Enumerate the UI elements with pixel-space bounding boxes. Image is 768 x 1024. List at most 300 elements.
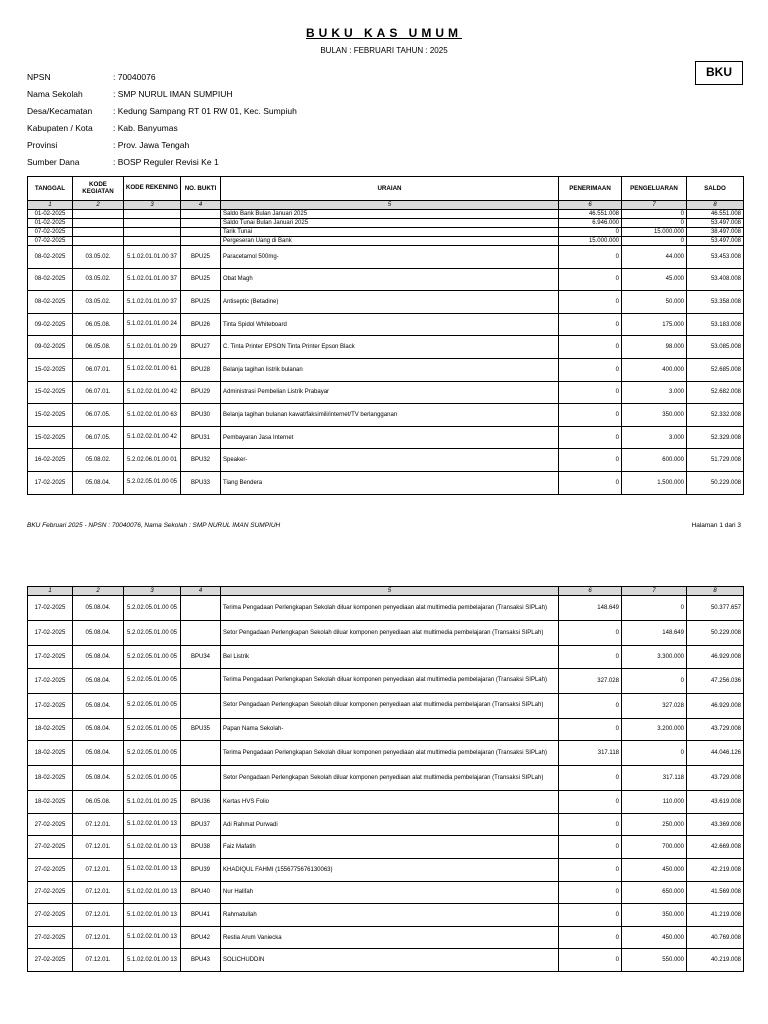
cell-kode-kegiatan: 07.12.01. — [73, 926, 124, 949]
table-row — [28, 718, 744, 741]
cell-kode-kegiatan: 06.07.05. — [73, 426, 124, 449]
cell-uraian: Tiang Bendera — [221, 471, 559, 494]
table-row — [28, 358, 744, 381]
cell-uraian: C. Tinta Printer EPSON Tinta Printer Epson Black — [221, 336, 559, 359]
cell-pengeluaran: 0 — [622, 741, 687, 766]
col-number: 1 — [28, 587, 73, 596]
cell-kode-kegiatan: 05.08.02. — [73, 449, 124, 472]
cell-uraian: Setor Pengadaan Perlengkapan Sekolah diluar komponen penyediaan alat multimedia pembelajaran (Transaksi SIPLah) — [221, 693, 559, 718]
cell-kode-rekening: 5.1.02.02.01.00 42 — [124, 381, 181, 404]
cell-tanggal: 07-02-2025 — [28, 228, 73, 237]
cell-no-bukti — [181, 668, 221, 693]
cell-kode-rekening: 5.1.02.02.01.00 61 — [124, 358, 181, 381]
cash-ledger-table-page-2 — [27, 586, 744, 972]
column-number-row — [28, 201, 744, 210]
table-row — [28, 381, 744, 404]
col-number: 5 — [221, 201, 559, 210]
cell-pengeluaran: 44.000 — [622, 246, 687, 269]
cell-saldo: 51.729.008 — [687, 449, 744, 472]
cell-penerimaan: 0 — [559, 904, 622, 927]
table-row — [28, 471, 744, 494]
table-row — [28, 246, 744, 269]
col-number: 6 — [559, 587, 622, 596]
bku-badge: BKU — [695, 61, 743, 85]
cell-uraian: Antiseptic (Betadine) — [221, 291, 559, 314]
col-number: 7 — [622, 587, 687, 596]
cell-kode-kegiatan: 06.05.08. — [73, 313, 124, 336]
cell-kode-rekening: 5.1.02.02.01.00 13 — [124, 949, 181, 972]
cell-no-bukti — [181, 693, 221, 718]
info-label: Provinsi — [27, 139, 58, 150]
cell-tanggal: 18-02-2025 — [28, 741, 73, 766]
cell-tanggal: 18-02-2025 — [28, 791, 73, 814]
cell-kode-rekening: 5.2.02.06.01.00 01 — [124, 449, 181, 472]
cell-pengeluaran: 250.000 — [622, 813, 687, 836]
cell-penerimaan: 0 — [559, 268, 622, 291]
cell-kode-rekening: 5.1.02.01.01.00 29 — [124, 336, 181, 359]
cell-tanggal: 07-02-2025 — [28, 237, 73, 246]
cell-uraian: Speaker- — [221, 449, 559, 472]
cell-kode-rekening: 5.2.02.05.01.00 05 — [124, 718, 181, 741]
cell-no-bukti: BPU39 — [181, 858, 221, 881]
info-value: : Kab. Banyumas — [113, 122, 178, 133]
table-row — [28, 791, 744, 814]
cell-penerimaan: 0 — [559, 404, 622, 427]
cell-kode-rekening: 5.2.02.05.01.00 05 — [124, 471, 181, 494]
cell-penerimaan: 0 — [559, 881, 622, 904]
column-number-row — [28, 587, 744, 596]
table-row — [28, 404, 744, 427]
page-number: Halaman 1 dari 3 — [691, 522, 741, 529]
cell-no-bukti: BPU36 — [181, 791, 221, 814]
table-row — [28, 836, 744, 859]
cell-no-bukti — [181, 210, 221, 219]
info-row — [27, 102, 297, 119]
table-row — [28, 621, 744, 646]
cell-kode-rekening: 5.1.02.01.01.00 37 — [124, 268, 181, 291]
table-row — [28, 693, 744, 718]
cell-penerimaan: 15.000.000 — [559, 237, 622, 246]
cell-penerimaan: 6.946.000 — [559, 219, 622, 228]
cell-kode-kegiatan: 07.12.01. — [73, 858, 124, 881]
table-row — [28, 766, 744, 791]
cell-kode-kegiatan — [73, 228, 124, 237]
cell-penerimaan: 0 — [559, 246, 622, 269]
cell-saldo: 40.219.008 — [687, 949, 744, 972]
table-row — [28, 268, 744, 291]
document-subtitle: BULAN : FEBRUARI TAHUN : 2025 — [320, 46, 448, 55]
cell-no-bukti: BPU37 — [181, 813, 221, 836]
cell-no-bukti — [181, 621, 221, 646]
table-row — [28, 426, 744, 449]
col-number: 5 — [221, 587, 559, 596]
cell-no-bukti: BPU25 — [181, 268, 221, 291]
cell-penerimaan: 317.118 — [559, 741, 622, 766]
cell-penerimaan: 0 — [559, 228, 622, 237]
cell-tanggal: 09-02-2025 — [28, 336, 73, 359]
cell-uraian: Setor Pengadaan Perlengkapan Sekolah diluar komponen penyediaan alat multimedia pembelajaran (Transaksi SIPLah) — [221, 766, 559, 791]
cell-uraian: Saldo Bank Bulan Januari 2025 — [221, 210, 559, 219]
cell-saldo: 52.329.008 — [687, 426, 744, 449]
cell-kode-kegiatan: 06.07.05. — [73, 404, 124, 427]
cell-saldo: 43.619.008 — [687, 791, 744, 814]
cell-no-bukti: BPU29 — [181, 381, 221, 404]
page-footer-info: BKU Februari 2025 - NPSN : 70040076, Nama Sekolah : SMP NURUL IMAN SUMPIUH — [27, 522, 281, 529]
cell-saldo: 53.408.008 — [687, 268, 744, 291]
cell-no-bukti: BPU43 — [181, 949, 221, 972]
cell-kode-rekening: 5.1.02.02.01.00 42 — [124, 426, 181, 449]
cell-no-bukti: BPU32 — [181, 449, 221, 472]
cell-penerimaan: 0 — [559, 336, 622, 359]
cell-saldo: 53.497.008 — [687, 219, 744, 228]
cell-uraian: Kertas HVS Folio — [221, 791, 559, 814]
cell-kode-kegiatan: 05.08.04. — [73, 471, 124, 494]
cell-tanggal: 27-02-2025 — [28, 904, 73, 927]
page-gap — [0, 560, 768, 584]
cell-no-bukti: BPU40 — [181, 881, 221, 904]
cell-tanggal: 17-02-2025 — [28, 668, 73, 693]
cell-pengeluaran: 650.000 — [622, 881, 687, 904]
cell-saldo: 52.332.008 — [687, 404, 744, 427]
cell-no-bukti: BPU28 — [181, 358, 221, 381]
cell-saldo: 43.369.008 — [687, 813, 744, 836]
cell-tanggal: 15-02-2025 — [28, 381, 73, 404]
table-row — [28, 596, 744, 621]
cell-pengeluaran: 350.000 — [622, 904, 687, 927]
cell-penerimaan: 0 — [559, 291, 622, 314]
col-number: 4 — [181, 201, 221, 210]
cell-tanggal: 09-02-2025 — [28, 313, 73, 336]
cell-kode-rekening — [124, 219, 181, 228]
cell-kode-rekening: 5.2.02.05.01.00 05 — [124, 596, 181, 621]
cell-kode-rekening: 5.2.02.05.01.00 05 — [124, 621, 181, 646]
cell-saldo: 53.358.008 — [687, 291, 744, 314]
cell-kode-kegiatan: 05.08.04. — [73, 766, 124, 791]
table-row — [28, 813, 744, 836]
table-row — [28, 858, 744, 881]
info-row — [27, 68, 297, 85]
info-value: : BOSP Reguler Revisi Ke 1 — [113, 156, 219, 167]
col-number: 4 — [181, 587, 221, 596]
cell-kode-rekening — [124, 210, 181, 219]
cell-pengeluaran: 148.649 — [622, 621, 687, 646]
cell-tanggal: 15-02-2025 — [28, 358, 73, 381]
cell-penerimaan: 0 — [559, 766, 622, 791]
table-row — [28, 336, 744, 359]
cell-penerimaan: 46.551.008 — [559, 210, 622, 219]
cell-tanggal: 15-02-2025 — [28, 426, 73, 449]
col-header-kode-kegiatan: KODE KEGIATAN — [73, 177, 124, 201]
cell-no-bukti: BPU30 — [181, 404, 221, 427]
cell-penerimaan: 0 — [559, 718, 622, 741]
cell-pengeluaran: 317.118 — [622, 766, 687, 791]
cell-tanggal: 15-02-2025 — [28, 404, 73, 427]
cell-tanggal: 17-02-2025 — [28, 621, 73, 646]
cell-pengeluaran: 98.000 — [622, 336, 687, 359]
cell-pengeluaran: 0 — [622, 237, 687, 246]
cell-pengeluaran: 400.000 — [622, 358, 687, 381]
cell-kode-kegiatan: 03.05.02. — [73, 291, 124, 314]
table-row — [28, 904, 744, 927]
cell-pengeluaran: 550.000 — [622, 949, 687, 972]
col-number: 1 — [28, 201, 73, 210]
cell-tanggal: 27-02-2025 — [28, 881, 73, 904]
info-row — [27, 136, 297, 153]
cell-saldo: 44.046.126 — [687, 741, 744, 766]
cell-no-bukti: BPU25 — [181, 246, 221, 269]
col-header-uraian: URAIAN — [221, 177, 559, 201]
cell-kode-rekening: 5.1.02.01.01.00 25 — [124, 791, 181, 814]
cell-kode-kegiatan: 03.05.02. — [73, 246, 124, 269]
cell-saldo: 52.685.008 — [687, 358, 744, 381]
cell-no-bukti: BPU27 — [181, 336, 221, 359]
document-title: BUKU KAS UMUM — [306, 26, 462, 40]
cell-saldo: 46.929.008 — [687, 693, 744, 718]
cell-kode-kegiatan: 06.05.08. — [73, 791, 124, 814]
cell-penerimaan: 0 — [559, 381, 622, 404]
cell-pengeluaran: 327.028 — [622, 693, 687, 718]
cell-kode-rekening: 5.1.02.02.01.00 13 — [124, 858, 181, 881]
col-header-no-bukti: NO. BUKTI — [181, 177, 221, 201]
cell-tanggal: 08-02-2025 — [28, 291, 73, 314]
info-label: Sumber Dana — [27, 156, 80, 167]
col-header-saldo: SALDO — [687, 177, 744, 201]
cell-uraian: Obat Magh — [221, 268, 559, 291]
cell-uraian: Belanja tagihan bulanan kawat/faksimili/internet/TV berlangganan — [221, 404, 559, 427]
cell-kode-rekening: 5.1.02.02.01.00 13 — [124, 904, 181, 927]
cell-uraian: Administrasi Pembelian Listrik Prabayar — [221, 381, 559, 404]
page-2 — [0, 584, 768, 1024]
col-number: 8 — [687, 587, 744, 596]
cell-penerimaan: 148.649 — [559, 596, 622, 621]
cell-pengeluaran: 0 — [622, 219, 687, 228]
cell-kode-rekening: 5.2.02.05.01.00 05 — [124, 646, 181, 669]
cell-uraian: Faiz Mafatih — [221, 836, 559, 859]
cell-uraian: Belanja tagihan listrik bulanan — [221, 358, 559, 381]
cell-kode-rekening: 5.1.02.01.01.00 37 — [124, 291, 181, 314]
cell-kode-rekening: 5.2.02.05.01.00 05 — [124, 693, 181, 718]
cell-saldo: 53.183.008 — [687, 313, 744, 336]
cell-pengeluaran: 700.000 — [622, 836, 687, 859]
cell-tanggal: 27-02-2025 — [28, 949, 73, 972]
info-label: Kabupaten / Kota — [27, 122, 93, 133]
cell-uraian: Pembayaran Jasa Internet — [221, 426, 559, 449]
cell-kode-rekening: 5.1.02.02.01.00 13 — [124, 881, 181, 904]
cell-kode-rekening: 5.2.02.05.01.00 05 — [124, 668, 181, 693]
cell-penerimaan: 0 — [559, 836, 622, 859]
cell-uraian: Setor Pengadaan Perlengkapan Sekolah diluar komponen penyediaan alat multimedia pembelajaran (Transaksi SIPLah) — [221, 621, 559, 646]
cell-pengeluaran: 0 — [622, 596, 687, 621]
cell-no-bukti — [181, 741, 221, 766]
col-number: 6 — [559, 201, 622, 210]
cell-pengeluaran: 50.000 — [622, 291, 687, 314]
cell-tanggal: 17-02-2025 — [28, 646, 73, 669]
cell-uraian: Tarik Tunai — [221, 228, 559, 237]
cell-saldo: 40.769.008 — [687, 926, 744, 949]
cell-no-bukti: BPU26 — [181, 313, 221, 336]
info-value: : SMP NURUL IMAN SUMPIUH — [113, 88, 233, 99]
cell-penerimaan: 0 — [559, 313, 622, 336]
cell-kode-kegiatan: 07.12.01. — [73, 904, 124, 927]
cell-pengeluaran: 450.000 — [622, 926, 687, 949]
cell-tanggal: 27-02-2025 — [28, 858, 73, 881]
cell-penerimaan: 0 — [559, 791, 622, 814]
cell-saldo: 41.219.008 — [687, 904, 744, 927]
cell-kode-kegiatan: 05.08.04. — [73, 718, 124, 741]
cell-kode-rekening — [124, 237, 181, 246]
cell-no-bukti — [181, 596, 221, 621]
cell-tanggal: 01-02-2025 — [28, 210, 73, 219]
cell-pengeluaran: 350.000 — [622, 404, 687, 427]
cell-saldo: 42.219.008 — [687, 858, 744, 881]
cell-kode-rekening: 5.1.02.01.01.00 24 — [124, 313, 181, 336]
table-row — [28, 313, 744, 336]
cell-saldo: 42.669.008 — [687, 836, 744, 859]
cell-kode-kegiatan: 06.07.01. — [73, 381, 124, 404]
cell-kode-kegiatan: 07.12.01. — [73, 949, 124, 972]
cell-tanggal: 17-02-2025 — [28, 471, 73, 494]
table-row — [28, 741, 744, 766]
cell-tanggal: 16-02-2025 — [28, 449, 73, 472]
cash-ledger-table-page-1 — [27, 176, 744, 495]
cell-saldo: 50.377.657 — [687, 596, 744, 621]
col-header-pengeluaran: PENGELUARAN — [622, 177, 687, 201]
cell-kode-kegiatan: 06.07.01. — [73, 358, 124, 381]
info-value: : 70040076 — [113, 71, 156, 82]
cell-pengeluaran: 0 — [622, 210, 687, 219]
cell-kode-rekening: 5.1.02.02.01.00 13 — [124, 926, 181, 949]
cell-saldo: 52.682.008 — [687, 381, 744, 404]
table-row — [28, 949, 744, 972]
cell-kode-rekening — [124, 228, 181, 237]
cell-pengeluaran: 1.500.000 — [622, 471, 687, 494]
cell-pengeluaran: 450.000 — [622, 858, 687, 881]
cell-saldo: 53.085.008 — [687, 336, 744, 359]
cell-tanggal: 27-02-2025 — [28, 813, 73, 836]
table-row — [28, 291, 744, 314]
cell-penerimaan: 0 — [559, 449, 622, 472]
cell-uraian: Tinta Spidol Whiteboard — [221, 313, 559, 336]
col-number: 8 — [687, 201, 744, 210]
table-header-row — [28, 177, 744, 201]
cell-tanggal: 17-02-2025 — [28, 596, 73, 621]
cell-kode-kegiatan — [73, 219, 124, 228]
cell-kode-rekening: 5.1.02.02.01.00 13 — [124, 813, 181, 836]
cell-pengeluaran: 15.000.000 — [622, 228, 687, 237]
cell-kode-kegiatan: 03.05.02. — [73, 268, 124, 291]
cell-saldo: 43.729.008 — [687, 766, 744, 791]
cell-tanggal: 01-02-2025 — [28, 219, 73, 228]
info-label: Desa/Kecamatan — [27, 105, 93, 116]
info-row — [27, 85, 297, 102]
table-row — [28, 449, 744, 472]
table-row — [28, 237, 744, 246]
cell-penerimaan: 0 — [559, 358, 622, 381]
cell-kode-kegiatan: 06.05.08. — [73, 336, 124, 359]
cell-saldo: 46.551.008 — [687, 210, 744, 219]
cell-saldo: 53.497.008 — [687, 237, 744, 246]
cell-no-bukti: BPU41 — [181, 904, 221, 927]
cell-penerimaan: 0 — [559, 858, 622, 881]
cell-penerimaan: 0 — [559, 426, 622, 449]
cell-no-bukti: BPU34 — [181, 646, 221, 669]
cell-kode-kegiatan: 05.08.04. — [73, 646, 124, 669]
cell-no-bukti — [181, 228, 221, 237]
cell-uraian: Pergeseran Uang di Bank — [221, 237, 559, 246]
cell-kode-kegiatan — [73, 210, 124, 219]
cell-pengeluaran: 3.200.000 — [622, 718, 687, 741]
cell-no-bukti — [181, 219, 221, 228]
cell-saldo: 46.929.008 — [687, 646, 744, 669]
cell-pengeluaran: 600.000 — [622, 449, 687, 472]
cell-kode-kegiatan: 07.12.01. — [73, 813, 124, 836]
cell-penerimaan: 0 — [559, 621, 622, 646]
cell-kode-rekening: 5.1.02.01.01.00 37 — [124, 246, 181, 269]
cell-penerimaan: 0 — [559, 471, 622, 494]
cell-tanggal: 17-02-2025 — [28, 693, 73, 718]
cell-kode-kegiatan — [73, 237, 124, 246]
cell-penerimaan: 0 — [559, 926, 622, 949]
col-header-penerimaan: PENERIMAAN — [559, 177, 622, 201]
cell-saldo: 50.229.008 — [687, 621, 744, 646]
info-label: NPSN — [27, 71, 51, 82]
cell-uraian: Papan Nama Sekolah- — [221, 718, 559, 741]
cell-saldo: 53.453.008 — [687, 246, 744, 269]
cell-pengeluaran: 3.300.000 — [622, 646, 687, 669]
cell-uraian: Paracetamol 500mg- — [221, 246, 559, 269]
info-value: : Prov. Jawa Tengah — [113, 139, 190, 150]
cell-kode-kegiatan: 05.08.04. — [73, 693, 124, 718]
cell-penerimaan: 327.028 — [559, 668, 622, 693]
cell-penerimaan: 0 — [559, 646, 622, 669]
cell-no-bukti: BPU38 — [181, 836, 221, 859]
cell-pengeluaran: 45.000 — [622, 268, 687, 291]
cell-no-bukti: BPU42 — [181, 926, 221, 949]
col-number: 7 — [622, 201, 687, 210]
cell-uraian: Nur Halifah — [221, 881, 559, 904]
col-number: 2 — [73, 201, 124, 210]
cell-kode-kegiatan: 05.08.04. — [73, 596, 124, 621]
cell-uraian: Terima Pengadaan Perlengkapan Sekolah diluar komponen penyediaan alat multimedia pembelajaran (Transaksi SIPLah) — [221, 668, 559, 693]
cell-tanggal: 18-02-2025 — [28, 766, 73, 791]
info-row — [27, 153, 297, 170]
cell-penerimaan: 0 — [559, 693, 622, 718]
info-value: : Kedung Sampang RT 01 RW 01, Kec. Sumpiuh — [113, 105, 297, 116]
cell-uraian: Restia Arum Vaniecka — [221, 926, 559, 949]
school-info — [27, 68, 297, 170]
table-row — [28, 228, 744, 237]
cell-uraian: Rahmatullah — [221, 904, 559, 927]
col-header-tanggal: TANGGAL — [28, 177, 73, 201]
cell-kode-kegiatan: 05.08.04. — [73, 741, 124, 766]
col-number: 3 — [124, 587, 181, 596]
cell-pengeluaran: 110.000 — [622, 791, 687, 814]
table-row — [28, 668, 744, 693]
cell-no-bukti: BPU35 — [181, 718, 221, 741]
col-number: 3 — [124, 201, 181, 210]
cell-tanggal: 08-02-2025 — [28, 268, 73, 291]
cell-uraian: KHADIQUL FAHMI (1556775676130063) — [221, 858, 559, 881]
cell-uraian: Terima Pengadaan Perlengkapan Sekolah diluar komponen penyediaan alat multimedia pembelajaran (Transaksi SIPLah) — [221, 596, 559, 621]
cell-saldo: 38.497.008 — [687, 228, 744, 237]
cell-tanggal: 18-02-2025 — [28, 718, 73, 741]
table-row — [28, 210, 744, 219]
cell-tanggal: 27-02-2025 — [28, 836, 73, 859]
cell-kode-rekening: 5.1.02.02.01.00 63 — [124, 404, 181, 427]
col-header-kode-rekening: KODE REKENING — [124, 177, 181, 201]
table-row — [28, 646, 744, 669]
cell-no-bukti: BPU25 — [181, 291, 221, 314]
